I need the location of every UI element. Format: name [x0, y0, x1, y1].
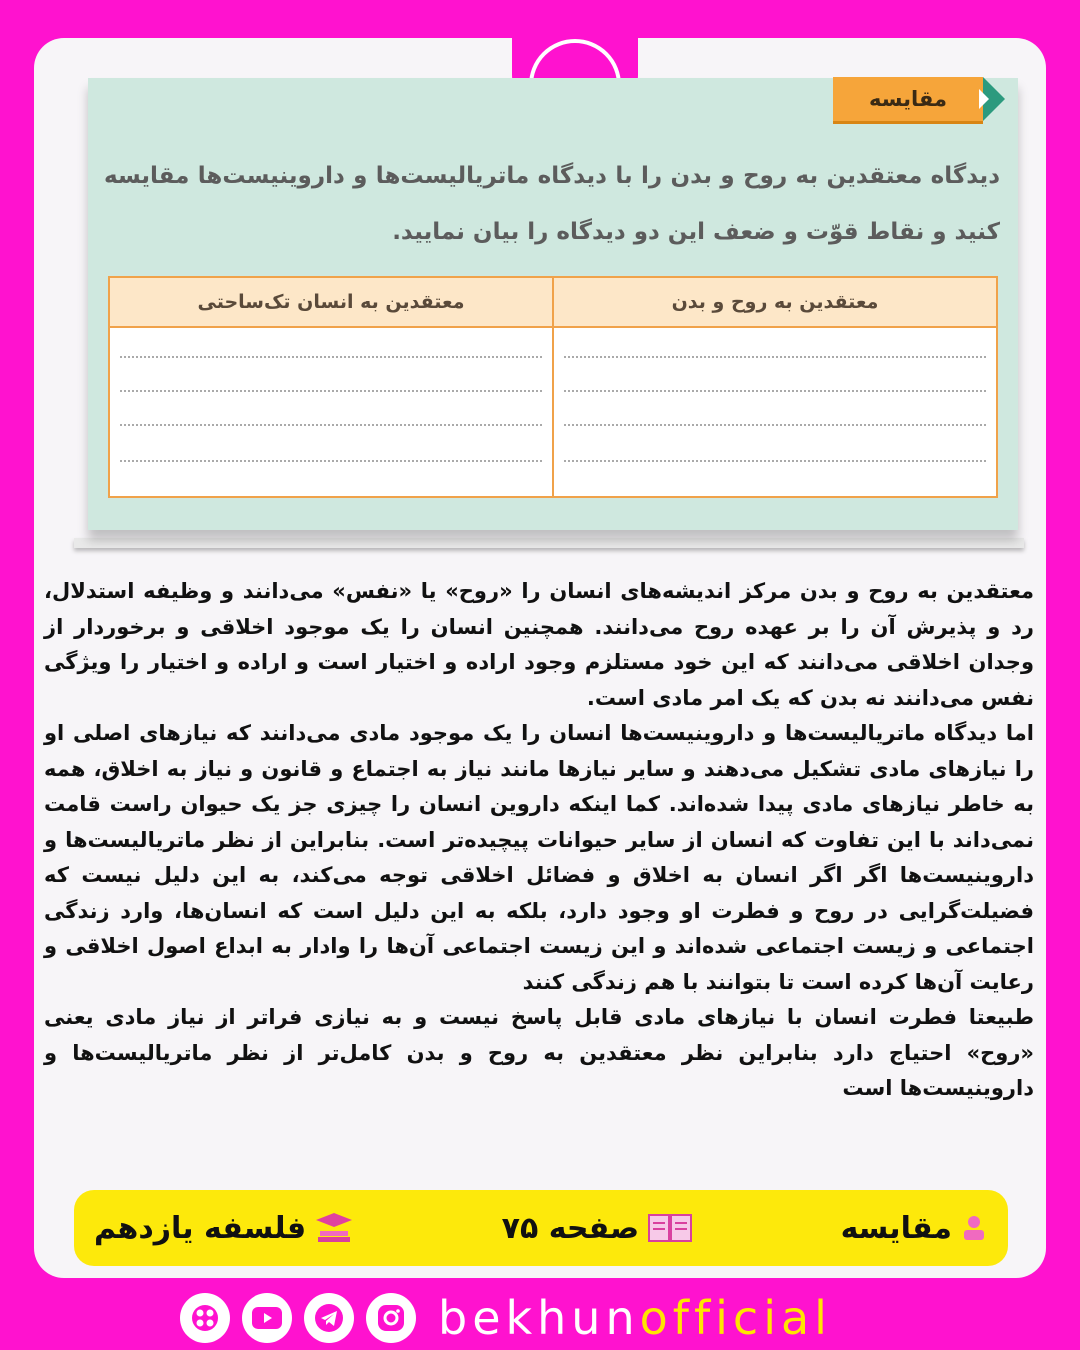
topic-text: مقایسه [840, 1210, 952, 1246]
section-tag: مقایسه [833, 77, 983, 124]
instagram-icon[interactable] [366, 1293, 416, 1343]
page-text: صفحه ۷۵ [501, 1210, 640, 1246]
handle-part-1: bekhun [438, 1291, 640, 1345]
table-column [110, 278, 554, 496]
answer-paragraph: طبیعتا فطرت انسان با نیازهای مادی قابل پاسخ نیست و به نیازی فراتر از نیاز مادی یعنی «روح» احتیاج دارد بنابراین نظر معتقدین به روح و بدن کامل‌تر از نظر ماتریالیست‌ها و داروینیست‌ها است [44, 1005, 1034, 1100]
answer-line [120, 390, 542, 392]
info-bar [74, 1190, 1008, 1266]
answer-paragraph: معتقدین به روح و بدن مرکز اندیشه‌های انسان را «روح» یا «نفس» می‌دانند و وظیفه استدلال، رد و پذیرش آن را بر عهده روح می‌دانند. همچنین انسان را یک موجود اخلاقی و برخوردار از وجدان اخلاقی می‌دانند که این خود مستلزم وجود اراده و اختیار است و اراده و اختیار را ویژگی نفس می‌دانند نه بدن که یک امر مادی است. [44, 579, 1034, 710]
page-label [502, 1211, 693, 1246]
aparat-icon[interactable] [180, 1293, 230, 1343]
answer-line [120, 356, 542, 358]
social-strip [180, 1290, 832, 1346]
answer-line [564, 390, 986, 392]
table-header: معتقدین به روح و بدن [554, 278, 996, 328]
table-column [554, 278, 996, 496]
answer-line [120, 460, 542, 462]
topic-label [841, 1211, 988, 1246]
subject-label [94, 1211, 354, 1246]
answer-paragraph: اما دیدگاه ماتریالیست‌ها و داروینیست‌ها انسان را یک موجود مادی می‌دانند که نیازهای اصلی او را نیازهای مادی تشکیل می‌دهند و سایر نیازها مانند نیاز به اجتماع و قانون و نیاز به اخلاق، همه به خاطر نیازهای مادی پیدا شده‌اند. کما اینکه داروین انسان را چیزی جز یک حیوان راست قامت نمی‌داند با این تفاوت که انسان از سایر حیوانات پیچیده‌تر است. بنابراین از نظر ماتریالیست‌ها و داروینیست‌ها اگر اگر انسان به اخلاق و فضائل اخلاقی توجه می‌کند، به این دلیل نیست که فضیلت‌گرایی در روح و فطرت او وجود دارد، بلکه به این دلیل است که انسان‌ها، وارد زندگی اجتماعی و زیست اجتماعی شده‌اند و این زیست اجتماعی آن‌ها را وادار به ابداع اصول اخلاقی و رعایت آن‌ها کرده است تا بتوانند با هم زندگی کنند [44, 721, 1034, 994]
comparison-table [108, 276, 998, 498]
answer-line [564, 356, 986, 358]
handle-part-2: official [639, 1291, 832, 1345]
subject-text: فلسفه یازدهم [94, 1210, 307, 1246]
answer-line [564, 460, 986, 462]
graduation-books-icon [314, 1211, 354, 1245]
table-header: معتقدین به انسان تک‌ساحتی [110, 278, 552, 328]
youtube-icon[interactable] [242, 1293, 292, 1343]
open-book-icon [647, 1211, 693, 1245]
answer-text [44, 574, 1034, 1107]
exercise-question: دیدگاه معتقدین به روح و بدن را با دیدگاه ماتریالیست‌ها و داروینیست‌ها مقایسه کنید و نقاط قوّت و ضعف این دو دیدگاه را بیان نمایید. [104, 163, 1000, 245]
brand-handle [438, 1291, 832, 1345]
book-page-edge [74, 538, 1024, 548]
tag-arrow-inner-icon [979, 89, 989, 109]
telegram-icon[interactable] [304, 1293, 354, 1343]
answer-line [564, 424, 986, 426]
answer-line [120, 424, 542, 426]
teacher-icon [960, 1214, 988, 1242]
